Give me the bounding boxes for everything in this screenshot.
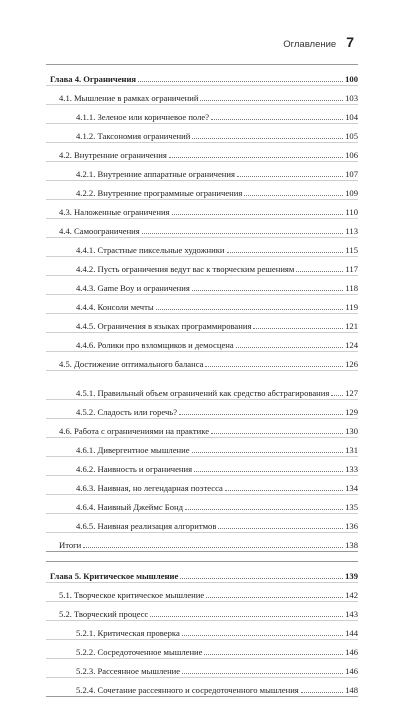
toc-entry-label: 4.4. Самоограничения <box>59 226 140 236</box>
toc-entry-label: 4.6.4. Наивный Джеймс Бонд <box>76 502 183 512</box>
toc-subsection-entry[interactable] <box>46 495 358 514</box>
toc-entry-label: 5.2. Творческий процесс <box>59 609 149 619</box>
toc-page-number: 109 <box>345 188 358 198</box>
dot-leader <box>253 327 343 329</box>
toc-subsection-entry[interactable] <box>46 476 358 495</box>
dot-leader <box>185 508 343 510</box>
toc-entry-label: 5.2.1. Критическая проверка <box>76 628 180 638</box>
toc-entry-label: 4.6.1. Дивергентное мышление <box>76 445 190 455</box>
toc-subsection-entry[interactable] <box>46 659 358 678</box>
toc-subsection-entry[interactable] <box>46 400 358 419</box>
toc-subsection-entry[interactable] <box>46 257 358 276</box>
toc-subsection-entry[interactable] <box>46 276 358 295</box>
toc-entry-label: 4.4.6. Ролики про взломщиков и демосцена <box>76 340 234 350</box>
toc-page-number: 118 <box>345 283 358 293</box>
toc-entry-label: 4.6.3. Наивная, но легендарная поэтесса <box>76 483 223 493</box>
toc-page-number: 115 <box>345 245 358 255</box>
dot-leader <box>83 546 343 548</box>
toc-page-number: 130 <box>345 426 358 436</box>
toc-subsection-entry[interactable] <box>46 678 358 696</box>
dot-leader <box>236 346 343 348</box>
dot-leader <box>218 527 343 529</box>
dot-leader <box>227 251 343 253</box>
toc-page-number: 138 <box>345 540 358 550</box>
dot-leader <box>182 634 343 636</box>
dot-leader <box>169 156 343 158</box>
toc-section-entry[interactable] <box>46 583 358 602</box>
dot-leader <box>192 289 343 291</box>
toc-entry-label: 5.2.3. Рассеянное мышление <box>76 666 181 676</box>
toc-page-number: 126 <box>345 359 358 369</box>
toc-entry-label: 4.1. Мышление в рамках ограничений <box>59 93 199 103</box>
toc-subsection-entry[interactable] <box>46 514 358 533</box>
toc-entry-label: 4.5.2. Сладость или горечь? <box>76 407 178 417</box>
dot-leader <box>156 308 343 310</box>
dot-leader <box>301 691 343 693</box>
toc-page-number: 142 <box>345 590 358 600</box>
toc-subsection-entry[interactable] <box>46 124 358 143</box>
toc-entry-label: 4.4.4. Консоли мечты <box>76 302 154 312</box>
toc-subsection-entry[interactable] <box>46 640 358 659</box>
dot-leader <box>331 394 343 396</box>
dot-leader <box>244 194 343 196</box>
toc-chapter <box>46 64 358 552</box>
toc-page-number: 124 <box>345 340 358 350</box>
toc-subsection-entry[interactable] <box>46 621 358 640</box>
toc-entry-label: 4.6.5. Наивная реализация алгоритмов <box>76 521 217 531</box>
toc-entry-label: 4.2. Внутренние ограничения <box>59 150 167 160</box>
toc-page-number: 133 <box>345 464 358 474</box>
toc-subsection-entry[interactable] <box>46 371 358 400</box>
toc-page-number: 146 <box>345 647 358 657</box>
toc-subsection-entry[interactable] <box>46 181 358 200</box>
toc-section-entry[interactable] <box>46 219 358 238</box>
running-head-title: Оглавление <box>283 39 337 50</box>
dot-leader <box>206 596 343 598</box>
toc-section-entry[interactable] <box>46 602 358 621</box>
toc-section-entry[interactable] <box>46 143 358 162</box>
toc-chapter-heading[interactable] <box>46 562 358 583</box>
toc-page-number: 105 <box>345 131 358 141</box>
toc-page-number: 127 <box>345 388 358 398</box>
toc-page-number: 134 <box>345 483 358 493</box>
toc-entry-label: 4.2.2. Внутренние программные ограничения <box>76 188 243 198</box>
toc-entry-label: 4.1.1. Зеленое или коричневое поле? <box>76 112 210 122</box>
toc-page-number: 129 <box>345 407 358 417</box>
toc-page-number: 131 <box>345 445 358 455</box>
toc-section-entry[interactable] <box>46 419 358 438</box>
toc-entry-label: 4.6. Работа с ограничениями на практике <box>59 426 210 436</box>
toc-page-number: 117 <box>345 264 358 274</box>
toc-entry-label: 4.3. Наложенные ограничения <box>59 207 170 217</box>
dot-leader <box>237 175 343 177</box>
toc-page-number: 136 <box>345 521 358 531</box>
toc-subsection-entry[interactable] <box>46 457 358 476</box>
toc-section-entry[interactable] <box>46 200 358 219</box>
toc-page-number: 113 <box>345 226 358 236</box>
toc-subsection-entry[interactable] <box>46 333 358 352</box>
toc-subsection-entry[interactable] <box>46 238 358 257</box>
toc-entry-label: 5.2.4. Сочетание рассеянного и сосредоточенного мышления <box>76 685 299 695</box>
toc-page-number: 135 <box>345 502 358 512</box>
toc-page-number: 106 <box>345 150 358 160</box>
toc-entry-label: 5.2.2. Сосредоточенное мышление <box>76 647 203 657</box>
toc-subsection-entry[interactable] <box>46 314 358 333</box>
dot-leader <box>150 615 343 617</box>
toc-page-number: 146 <box>345 666 358 676</box>
toc-entry-label: 4.2.1. Внутренние аппаратные ограничения <box>76 169 235 179</box>
dot-leader <box>192 451 343 453</box>
dot-leader <box>180 577 343 579</box>
dot-leader <box>138 80 343 82</box>
running-head <box>283 34 354 50</box>
dot-leader <box>172 213 344 215</box>
dot-leader <box>179 413 343 415</box>
toc-entry-label: 4.4.3. Game Boy и ограничения <box>76 283 190 293</box>
dot-leader <box>225 489 343 491</box>
toc-entry-label: 4.6.2. Наивность и ограничения <box>76 464 193 474</box>
toc-entry-label: Итоги <box>59 540 82 550</box>
toc-entry-label: Глава 5. Критическое мышление <box>50 571 179 581</box>
dot-leader <box>194 470 343 472</box>
toc-page-number: 100 <box>345 74 358 84</box>
toc-entry-label: 5.1. Творческое критическое мышление <box>59 590 205 600</box>
toc-page-number: 110 <box>345 207 358 217</box>
toc-subsection-entry[interactable] <box>46 438 358 457</box>
toc-page-number: 139 <box>345 571 358 581</box>
toc-section-entry[interactable] <box>46 86 358 105</box>
toc-page-number: 121 <box>345 321 358 331</box>
toc-section-entry[interactable] <box>46 533 358 551</box>
toc-entry-label: 4.1.2. Таксономия ограничений <box>76 131 191 141</box>
dot-leader <box>204 653 343 655</box>
toc-subsection-entry[interactable] <box>46 105 358 124</box>
toc-entry-label: 4.4.1. Страстные пиксельные художники <box>76 245 225 255</box>
page-number: 7 <box>346 34 354 50</box>
toc-page-number: 144 <box>345 628 358 638</box>
toc-chapter-heading[interactable] <box>46 65 358 86</box>
toc-entry-label: 4.5. Достижение оптимального баланса <box>59 359 204 369</box>
toc-page-number: 143 <box>345 609 358 619</box>
toc-section-entry[interactable] <box>46 352 358 371</box>
toc-page-number: 107 <box>345 169 358 179</box>
dot-leader <box>200 99 343 101</box>
dot-leader <box>211 432 343 434</box>
toc-entry-label: Глава 4. Ограничения <box>50 74 137 84</box>
dot-leader <box>296 270 343 272</box>
toc-subsection-entry[interactable] <box>46 295 358 314</box>
dot-leader <box>211 118 343 120</box>
table-of-contents <box>46 64 358 706</box>
toc-page-number: 119 <box>345 302 358 312</box>
toc-entry-label: 4.5.1. Правильный объем ограничений как средство абстрагирования <box>76 388 330 398</box>
toc-chapter <box>46 561 358 697</box>
toc-entry-label: 4.4.2. Пусть ограничения ведут вас к творческим решениям <box>76 264 295 274</box>
toc-page-number: 104 <box>345 112 358 122</box>
dot-leader <box>182 672 343 674</box>
toc-page-number: 103 <box>345 93 358 103</box>
toc-subsection-entry[interactable] <box>46 162 358 181</box>
toc-page-number: 148 <box>345 685 358 695</box>
dot-leader <box>142 232 343 234</box>
dot-leader <box>205 365 343 367</box>
toc-entry-label: 4.4.5. Ограничения в языках программирования <box>76 321 252 331</box>
dot-leader <box>192 137 343 139</box>
